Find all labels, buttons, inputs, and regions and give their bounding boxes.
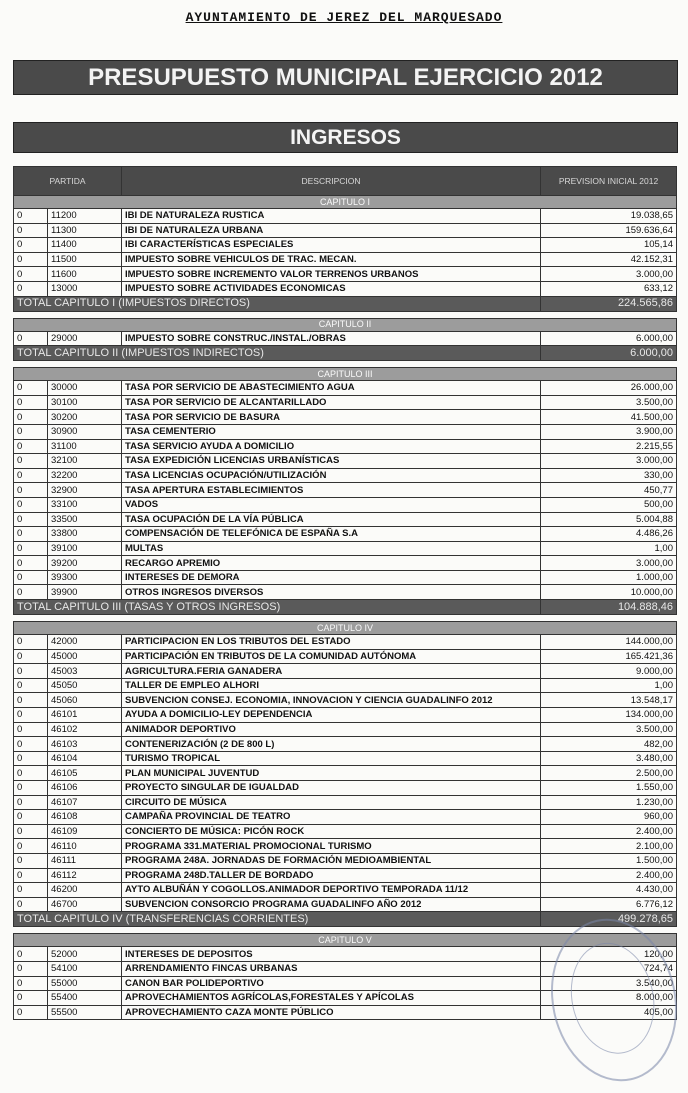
income-row — [14, 722, 677, 737]
organic-code: 0 — [14, 267, 48, 282]
line-description: CONTENERIZACIÓN (2 DE 800 L) — [122, 737, 541, 752]
budget-code: 45050 — [48, 678, 122, 693]
line-amount: 165.421,36 — [541, 649, 677, 664]
budget-code: 46105 — [48, 766, 122, 781]
organic-code: 0 — [14, 991, 48, 1006]
line-description: INTERESES DE DEMORA — [122, 570, 541, 585]
budget-code: 46107 — [48, 795, 122, 810]
line-description: RECARGO APREMIO — [122, 556, 541, 571]
income-row — [14, 795, 677, 810]
column-header-prevision: PREVISION INICIAL 2012 — [541, 167, 677, 196]
income-row — [14, 649, 677, 664]
organic-code: 0 — [14, 570, 48, 585]
line-description: TASA APERTURA ESTABLECIMIENTOS — [122, 483, 541, 498]
column-header-partida: PARTIDA — [14, 167, 122, 196]
income-row — [14, 678, 677, 693]
income-row — [14, 439, 677, 454]
chapter-spacer — [14, 615, 677, 622]
income-row — [14, 238, 677, 253]
organic-code: 0 — [14, 585, 48, 600]
income-row — [14, 868, 677, 883]
income-row — [14, 454, 677, 469]
organic-code: 0 — [14, 795, 48, 810]
budget-code: 33500 — [48, 512, 122, 527]
line-amount: 2.400,00 — [541, 824, 677, 839]
organic-code: 0 — [14, 454, 48, 469]
line-amount: 42.152,31 — [541, 252, 677, 267]
income-row — [14, 737, 677, 752]
line-description: TASA POR SERVICIO DE ALCANTARILLADO — [122, 395, 541, 410]
organic-code: 0 — [14, 331, 48, 346]
line-amount: 960,00 — [541, 810, 677, 825]
budget-code: 39200 — [48, 556, 122, 571]
line-amount: 134.000,00 — [541, 708, 677, 723]
line-description: CONCIERTO DE MÚSICA: PICÓN ROCK — [122, 824, 541, 839]
organic-code: 0 — [14, 635, 48, 650]
income-row — [14, 1005, 677, 1020]
organic-code: 0 — [14, 868, 48, 883]
organic-code: 0 — [14, 223, 48, 238]
line-description: APROVECHAMIENTOS AGRÍCOLAS,FORESTALES Y APÍCOLAS — [122, 991, 541, 1006]
budget-code: 30200 — [48, 410, 122, 425]
budget-code: 30000 — [48, 381, 122, 396]
organic-code: 0 — [14, 947, 48, 962]
income-row — [14, 381, 677, 396]
organic-code: 0 — [14, 810, 48, 825]
line-amount: 1.000,00 — [541, 570, 677, 585]
income-row — [14, 395, 677, 410]
budget-code: 46106 — [48, 781, 122, 796]
income-row — [14, 209, 677, 224]
income-row — [14, 267, 677, 282]
line-description: PARTICIPACIÓN EN TRIBUTOS DE LA COMUNIDAD AUTÓNOMA — [122, 649, 541, 664]
spacer-cell — [14, 311, 677, 318]
chapter-header-row — [14, 318, 677, 331]
organic-code: 0 — [14, 497, 48, 512]
organic-code: 0 — [14, 708, 48, 723]
organic-code: 0 — [14, 853, 48, 868]
line-description: TALLER DE EMPLEO ALHORI — [122, 678, 541, 693]
line-amount: 4.486,26 — [541, 527, 677, 542]
line-description: PROGRAMA 248A. JORNADAS DE FORMACIÓN MEDIOAMBIENTAL — [122, 853, 541, 868]
budget-code: 11500 — [48, 252, 122, 267]
budget-code: 11400 — [48, 238, 122, 253]
budget-code: 46200 — [48, 883, 122, 898]
budget-code: 32100 — [48, 454, 122, 469]
income-row — [14, 883, 677, 898]
chapter-total-row — [14, 600, 677, 615]
chapter-total-label: TOTAL CAPITULO III (TASAS Y OTROS INGRESOS) — [14, 600, 541, 615]
line-amount: 4.430,00 — [541, 883, 677, 898]
budget-code: 11200 — [48, 209, 122, 224]
chapter-total-row — [14, 912, 677, 927]
budget-code: 46103 — [48, 737, 122, 752]
line-description: TASA SERVICIO AYUDA A DOMICILIO — [122, 439, 541, 454]
organic-code: 0 — [14, 281, 48, 296]
line-description: IMPUESTO SOBRE INCREMENTO VALOR TERRENOS URBANOS — [122, 267, 541, 282]
budget-code: 46112 — [48, 868, 122, 883]
line-amount: 41.500,00 — [541, 410, 677, 425]
line-amount: 1,00 — [541, 678, 677, 693]
income-row — [14, 585, 677, 600]
budget-code: 45003 — [48, 664, 122, 679]
chapter-total-label: TOTAL CAPITULO I (IMPUESTOS DIRECTOS) — [14, 296, 541, 311]
line-amount: 724,74 — [541, 961, 677, 976]
line-amount: 633,12 — [541, 281, 677, 296]
line-amount: 19.038,65 — [541, 209, 677, 224]
column-header-row — [14, 167, 677, 196]
chapter-label: CAPITULO I — [14, 196, 677, 209]
line-amount: 405,00 — [541, 1005, 677, 1020]
budget-code: 39300 — [48, 570, 122, 585]
income-row — [14, 991, 677, 1006]
income-row — [14, 483, 677, 498]
budget-code: 54100 — [48, 961, 122, 976]
organic-code: 0 — [14, 1005, 48, 1020]
line-description: COMPENSACIÓN DE TELEFÓNICA DE ESPAÑA S.A — [122, 527, 541, 542]
chapter-total-row — [14, 346, 677, 361]
organic-code: 0 — [14, 678, 48, 693]
budget-code: 46102 — [48, 722, 122, 737]
line-amount: 500,00 — [541, 497, 677, 512]
line-description: IMPUESTO SOBRE CONSTRUC./INSTAL./OBRAS — [122, 331, 541, 346]
income-row — [14, 281, 677, 296]
organic-code: 0 — [14, 556, 48, 571]
line-amount: 10.000,00 — [541, 585, 677, 600]
budget-code: 55000 — [48, 976, 122, 991]
line-amount: 3.000,00 — [541, 267, 677, 282]
line-amount: 1.500,00 — [541, 853, 677, 868]
chapter-header-row — [14, 368, 677, 381]
budget-code: 11600 — [48, 267, 122, 282]
income-row — [14, 766, 677, 781]
income-row — [14, 424, 677, 439]
line-description: IBI DE NATURALEZA URBANA — [122, 223, 541, 238]
budget-code: 55400 — [48, 991, 122, 1006]
line-amount: 6.000,00 — [541, 331, 677, 346]
line-description: TASA OCUPACIÓN DE LA VÍA PÚBLICA — [122, 512, 541, 527]
organic-code: 0 — [14, 824, 48, 839]
line-amount: 2.500,00 — [541, 766, 677, 781]
organic-code: 0 — [14, 961, 48, 976]
budget-code: 13000 — [48, 281, 122, 296]
spacer-cell — [14, 927, 677, 934]
line-amount: 144.000,00 — [541, 635, 677, 650]
line-description: PARTICIPACION EN LOS TRIBUTOS DEL ESTADO — [122, 635, 541, 650]
income-row — [14, 570, 677, 585]
budget-code: 45000 — [48, 649, 122, 664]
budget-code: 42000 — [48, 635, 122, 650]
line-amount: 330,00 — [541, 468, 677, 483]
budget-code: 39100 — [48, 541, 122, 556]
income-row — [14, 961, 677, 976]
line-amount: 3.480,00 — [541, 751, 677, 766]
organic-code: 0 — [14, 649, 48, 664]
budget-code: 46109 — [48, 824, 122, 839]
chapter-header-row — [14, 196, 677, 209]
municipality-title: AYUNTAMIENTO DE JEREZ DEL MARQUESADO — [185, 10, 503, 25]
organic-code: 0 — [14, 238, 48, 253]
line-amount: 105,14 — [541, 238, 677, 253]
chapter-header-row — [14, 934, 677, 947]
income-row — [14, 468, 677, 483]
organic-code: 0 — [14, 839, 48, 854]
organic-code: 0 — [14, 737, 48, 752]
chapter-spacer — [14, 311, 677, 318]
organic-code: 0 — [14, 512, 48, 527]
line-description: SUBVENCION CONSEJ. ECONOMIA, INNOVACION Y CIENCIA GUADALINFO 2012 — [122, 693, 541, 708]
budget-code: 45060 — [48, 693, 122, 708]
line-description: CIRCUITO DE MÚSICA — [122, 795, 541, 810]
income-row — [14, 541, 677, 556]
budget-code: 11300 — [48, 223, 122, 238]
line-amount: 482,00 — [541, 737, 677, 752]
spacer-cell — [14, 361, 677, 368]
income-row — [14, 781, 677, 796]
organic-code: 0 — [14, 381, 48, 396]
line-description: TASA CEMENTERIO — [122, 424, 541, 439]
income-row — [14, 556, 677, 571]
budget-code: 31100 — [48, 439, 122, 454]
organic-code: 0 — [14, 439, 48, 454]
line-amount: 13.548,17 — [541, 693, 677, 708]
organic-code: 0 — [14, 209, 48, 224]
organic-code: 0 — [14, 693, 48, 708]
line-description: IBI DE NATURALEZA RUSTICA — [122, 209, 541, 224]
organic-code: 0 — [14, 424, 48, 439]
line-description: TASA EXPEDICIÓN LICENCIAS URBANÍSTICAS — [122, 454, 541, 469]
line-amount: 1,00 — [541, 541, 677, 556]
chapter-header-row — [14, 622, 677, 635]
line-amount: 5.004,88 — [541, 512, 677, 527]
line-description: CANON BAR POLIDEPORTIVO — [122, 976, 541, 991]
income-row — [14, 223, 677, 238]
line-description: SUBVENCION CONSORCIO PROGRAMA GUADALINFO AÑO 2012 — [122, 897, 541, 912]
budget-code: 52000 — [48, 947, 122, 962]
line-description: AGRICULTURA.FERIA GANADERA — [122, 664, 541, 679]
line-description: PROYECTO SINGULAR DE IGUALDAD — [122, 781, 541, 796]
income-row — [14, 853, 677, 868]
line-amount: 3.900,00 — [541, 424, 677, 439]
line-description: APROVECHAMIENTO CAZA MONTE PÚBLICO — [122, 1005, 541, 1020]
line-description: AYUDA A DOMICILIO-LEY DEPENDENCIA — [122, 708, 541, 723]
chapter-total-amount: 104.888,46 — [541, 600, 677, 615]
chapter-total-amount: 224.565,86 — [541, 296, 677, 311]
line-description: TASA POR SERVICIO DE ABASTECIMIENTO AGUA — [122, 381, 541, 396]
line-amount: 3.540,00 — [541, 976, 677, 991]
organic-code: 0 — [14, 410, 48, 425]
budget-code: 46104 — [48, 751, 122, 766]
organic-code: 0 — [14, 468, 48, 483]
income-row — [14, 635, 677, 650]
income-table — [13, 166, 677, 1020]
organic-code: 0 — [14, 781, 48, 796]
income-row — [14, 897, 677, 912]
section-title-banner: INGRESOS — [13, 122, 678, 153]
budget-code: 33100 — [48, 497, 122, 512]
organic-code: 0 — [14, 483, 48, 498]
line-amount: 1.550,00 — [541, 781, 677, 796]
budget-code: 29000 — [48, 331, 122, 346]
budget-ledger — [13, 166, 676, 1020]
line-description: ANIMADOR DEPORTIVO — [122, 722, 541, 737]
income-row — [14, 693, 677, 708]
chapter-label: CAPITULO II — [14, 318, 677, 331]
spacer-cell — [14, 615, 677, 622]
organic-code: 0 — [14, 541, 48, 556]
organic-code: 0 — [14, 766, 48, 781]
budget-code: 32900 — [48, 483, 122, 498]
line-amount: 9.000,00 — [541, 664, 677, 679]
income-row — [14, 527, 677, 542]
budget-code: 46108 — [48, 810, 122, 825]
line-description: IMPUESTO SOBRE VEHICULOS DE TRAC. MECAN. — [122, 252, 541, 267]
line-description: OTROS INGRESOS DIVERSOS — [122, 585, 541, 600]
line-description: PROGRAMA 331.MATERIAL PROMOCIONAL TURISMO — [122, 839, 541, 854]
budget-code: 39900 — [48, 585, 122, 600]
line-amount: 2.100,00 — [541, 839, 677, 854]
income-row — [14, 976, 677, 991]
line-description: VADOS — [122, 497, 541, 512]
budget-code: 46110 — [48, 839, 122, 854]
chapter-total-label: TOTAL CAPITULO II (IMPUESTOS INDIRECTOS) — [14, 346, 541, 361]
organic-code: 0 — [14, 883, 48, 898]
line-amount: 3.000,00 — [541, 556, 677, 571]
income-row — [14, 252, 677, 267]
budget-code: 30100 — [48, 395, 122, 410]
organic-code: 0 — [14, 897, 48, 912]
organic-code: 0 — [14, 527, 48, 542]
income-row — [14, 751, 677, 766]
income-row — [14, 410, 677, 425]
chapter-total-amount: 499.278,65 — [541, 912, 677, 927]
line-description: MULTAS — [122, 541, 541, 556]
income-row — [14, 331, 677, 346]
budget-code: 46111 — [48, 853, 122, 868]
chapter-label: CAPITULO III — [14, 368, 677, 381]
income-row — [14, 824, 677, 839]
chapter-total-row — [14, 296, 677, 311]
income-row — [14, 708, 677, 723]
budget-title-banner: PRESUPUESTO MUNICIPAL EJERCICIO 2012 — [13, 60, 678, 95]
line-amount: 2.400,00 — [541, 868, 677, 883]
line-amount: 2.215,55 — [541, 439, 677, 454]
organic-code: 0 — [14, 722, 48, 737]
chapter-spacer — [14, 361, 677, 368]
chapter-total-label: TOTAL CAPITULO IV (TRANSFERENCIAS CORRIENTES) — [14, 912, 541, 927]
line-amount: 120,00 — [541, 947, 677, 962]
organic-code: 0 — [14, 976, 48, 991]
budget-code: 46700 — [48, 897, 122, 912]
organic-code: 0 — [14, 664, 48, 679]
budget-code: 32200 — [48, 468, 122, 483]
budget-code: 33800 — [48, 527, 122, 542]
budget-code: 46101 — [48, 708, 122, 723]
line-description: ARRENDAMIENTO FINCAS URBANAS — [122, 961, 541, 976]
line-amount: 6.776,12 — [541, 897, 677, 912]
line-amount: 450,77 — [541, 483, 677, 498]
line-description: AYTO ALBUÑÁN Y COGOLLOS.ANIMADOR DEPORTIVO TEMPORADA 11/12 — [122, 883, 541, 898]
line-amount: 8.000,00 — [541, 991, 677, 1006]
line-description: TASA POR SERVICIO DE BASURA — [122, 410, 541, 425]
line-amount: 26.000,00 — [541, 381, 677, 396]
income-row — [14, 497, 677, 512]
income-row — [14, 947, 677, 962]
income-row — [14, 810, 677, 825]
organic-code: 0 — [14, 751, 48, 766]
income-row — [14, 839, 677, 854]
organic-code: 0 — [14, 252, 48, 267]
budget-code: 55500 — [48, 1005, 122, 1020]
line-description: PLAN MUNICIPAL JUVENTUD — [122, 766, 541, 781]
line-amount: 159.636,64 — [541, 223, 677, 238]
line-description: TASA LICENCIAS OCUPACIÓN/UTILIZACIÓN — [122, 468, 541, 483]
line-description: TURISMO TROPICAL — [122, 751, 541, 766]
line-description: IBI CARACTERÍSTICAS ESPECIALES — [122, 238, 541, 253]
line-amount: 3.500,00 — [541, 722, 677, 737]
line-amount: 3.000,00 — [541, 454, 677, 469]
chapter-label: CAPITULO V — [14, 934, 677, 947]
chapter-label: CAPITULO IV — [14, 622, 677, 635]
income-row — [14, 512, 677, 527]
line-amount: 3.500,00 — [541, 395, 677, 410]
chapter-spacer — [14, 927, 677, 934]
chapter-total-amount: 6.000,00 — [541, 346, 677, 361]
line-description: IMPUESTO SOBRE ACTIVIDADES ECONOMICAS — [122, 281, 541, 296]
line-description: PROGRAMA 248D.TALLER DE BORDADO — [122, 868, 541, 883]
income-row — [14, 664, 677, 679]
column-header-descripcion: DESCRIPCION — [122, 167, 541, 196]
line-description: INTERESES DE DEPOSITOS — [122, 947, 541, 962]
line-description: CAMPAÑA PROVINCIAL DE TEATRO — [122, 810, 541, 825]
budget-code: 30900 — [48, 424, 122, 439]
organic-code: 0 — [14, 395, 48, 410]
line-amount: 1.230,00 — [541, 795, 677, 810]
